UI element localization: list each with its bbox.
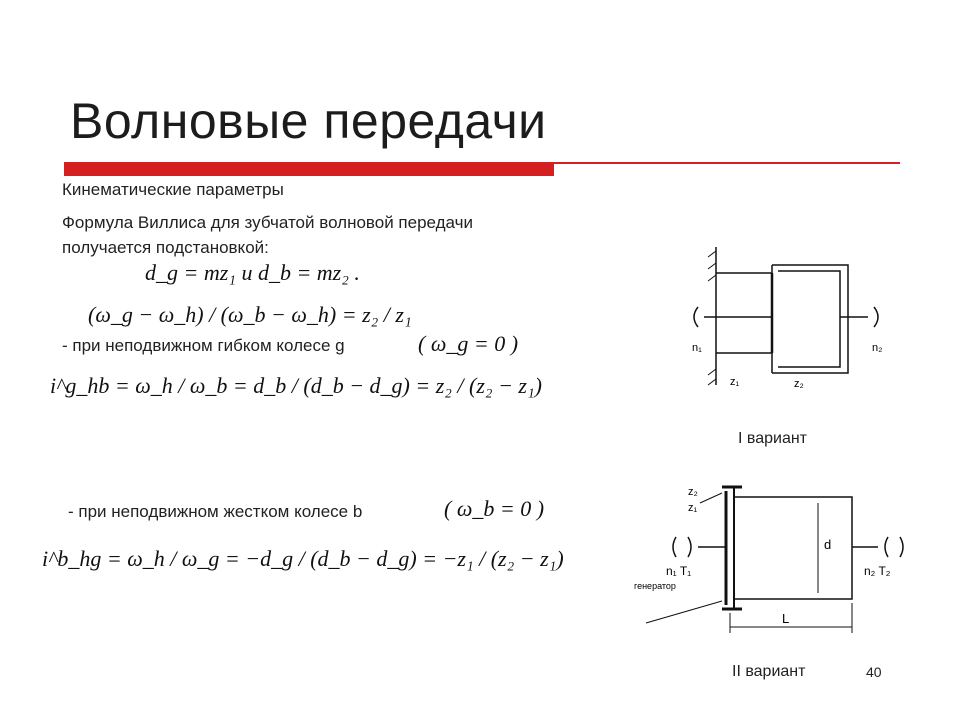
z1-label: z₁	[730, 376, 740, 388]
z1-label-ii: z₁	[688, 502, 698, 514]
formula-diameters: d_g = mz₁ и d_b = mz₂ .	[145, 260, 360, 285]
formula-ratio-hb: i^g_hb = ω_h / ω_b = d_b / (d_b − d_g) = z₂ / (z₂ − z₁)	[50, 373, 542, 398]
z2-label-ii: z₂	[688, 486, 698, 498]
n2-t2-label: n₂ T₂	[864, 564, 891, 578]
n1-label: n₁	[692, 342, 702, 354]
case-rigid-text: - при неподвижном жестком колесе b	[68, 502, 363, 521]
generator-label: генератор	[634, 581, 676, 591]
case-rigid-condition: ( ω_b = 0 )	[444, 496, 545, 521]
case-flex-text: - при неподвижном гибком колесе g	[62, 336, 345, 355]
title-underline-thick	[64, 164, 554, 176]
formula-ratio-hg: i^b_hg = ω_h / ω_g = −d_g / (d_b − d_g) = −z₁ / (z₂ − z₁)	[42, 546, 564, 571]
subtitle: Кинематические параметры	[62, 180, 284, 199]
L-label: L	[782, 611, 790, 626]
formula-speeds: (ω_g − ω_h) / (ω_b − ω_h) = z₂ / z₁	[88, 302, 412, 327]
d-label: d	[824, 537, 832, 552]
variant-2-diagram	[626, 463, 920, 655]
case-flex-condition: ( ω_g = 0 )	[418, 331, 519, 356]
variant-2-caption: II вариант	[732, 663, 806, 680]
slide-title: Волновые передачи	[70, 93, 547, 149]
variant-1-diagram	[668, 225, 904, 415]
n2-label: n₂	[872, 342, 883, 354]
page-number: 40	[866, 664, 882, 680]
n1-t1-label: n₁ T₁	[666, 564, 692, 578]
willis-line-2: получается подстановкой:	[62, 238, 269, 257]
variant-1-caption: I вариант	[738, 430, 808, 447]
z2-label: z₂	[794, 378, 804, 390]
willis-line-1: Формула Виллиса для зубчатой волновой передачи	[62, 213, 473, 232]
